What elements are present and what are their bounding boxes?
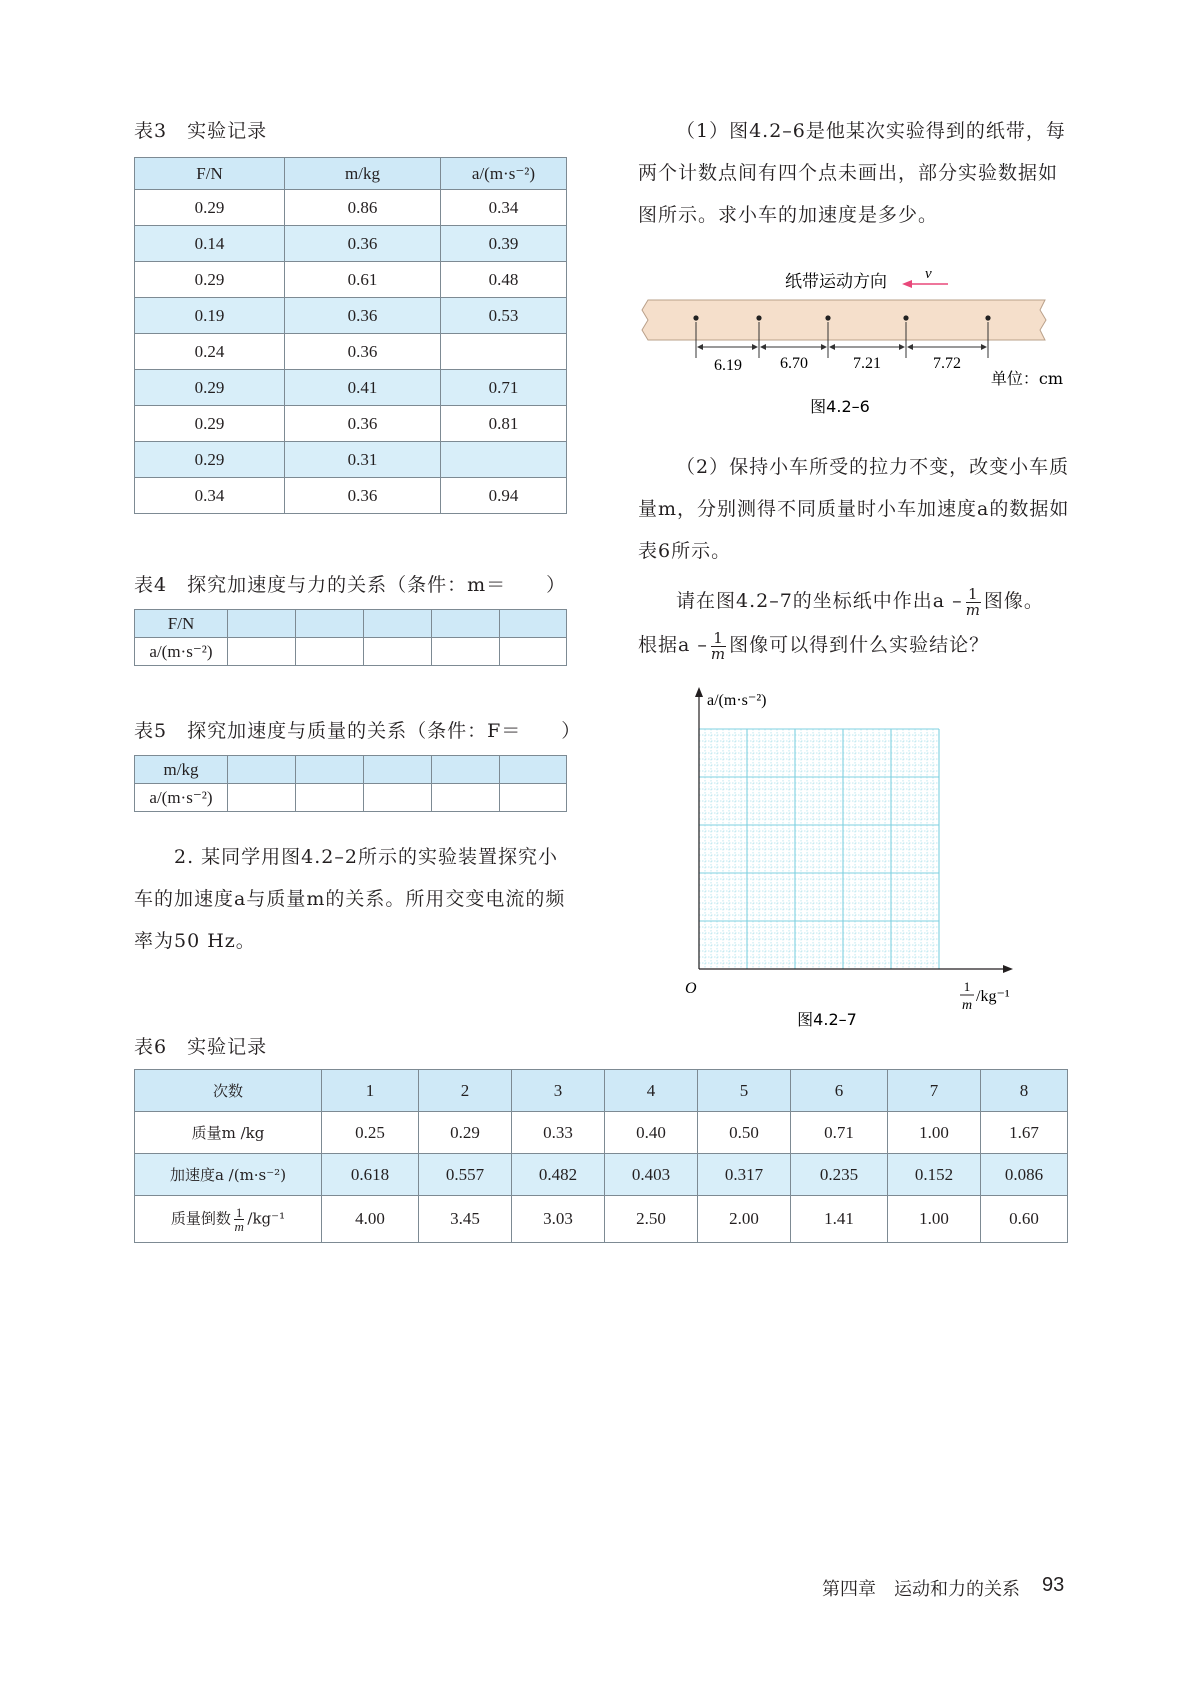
- part2b-line2: [638, 624, 989, 666]
- table4: [134, 609, 567, 666]
- table3: [134, 157, 567, 514]
- page-number: 93: [1042, 1574, 1065, 1596]
- graph-paper-grid: [699, 729, 939, 969]
- table6-col-header: 4: [605, 1070, 698, 1112]
- fraction-one-over-m: [965, 584, 981, 619]
- fraction-one-over-m: [234, 1206, 245, 1233]
- table-cell: 0.71: [441, 370, 567, 406]
- table3-header-f: F/N: [135, 158, 285, 190]
- table-cell: 0.36: [285, 226, 441, 262]
- part2b-text: 根据a –: [638, 634, 708, 656]
- table6-inverse-label: [135, 1196, 322, 1243]
- table-cell: [364, 784, 432, 812]
- origin-label: O: [685, 980, 697, 997]
- table-cell: [364, 610, 432, 638]
- paper-tape: [642, 300, 1046, 340]
- table-cell: 0.29: [135, 262, 285, 298]
- table-cell: [228, 610, 296, 638]
- table-cell: 0.34: [135, 478, 285, 514]
- table-cell: 0.618: [322, 1154, 419, 1196]
- table-cell: 1.00: [888, 1112, 981, 1154]
- part2-text: （2）保持小车所受的拉力不变，改变小车质量m，分别测得不同质量时小车加速度a的数据如表6所示。: [638, 456, 1070, 562]
- figure-4-2-6-caption: 图4.2–6: [810, 397, 870, 416]
- table-cell: 0.086: [981, 1154, 1068, 1196]
- table6-col-header: 6: [791, 1070, 888, 1112]
- table-cell: [432, 610, 500, 638]
- counting-point: [903, 315, 908, 320]
- part1-text: （1）图4.2–6是他某次实验得到的纸带，每两个计数点间有四个点未画出，部分实验数据如图所示。求小车的加速度是多少。: [638, 120, 1066, 226]
- table6-col-header: 7: [888, 1070, 981, 1112]
- table-cell: 0.29: [135, 406, 285, 442]
- table-cell: [500, 756, 567, 784]
- fraction-numerator: 1: [235, 1204, 243, 1220]
- table6-col-header: 1: [322, 1070, 419, 1112]
- table-cell: 0.36: [285, 298, 441, 334]
- x-axis: [699, 965, 1013, 973]
- counting-point: [756, 315, 761, 320]
- figure-4-2-7-caption: 图4.2–7: [797, 1010, 857, 1029]
- table-cell: 0.557: [419, 1154, 512, 1196]
- fraction-numerator: 1: [711, 631, 726, 647]
- table-cell: 0.31: [285, 442, 441, 478]
- table-cell: 0.19: [135, 298, 285, 334]
- table3-header-m: m/kg: [285, 158, 441, 190]
- counting-point: [693, 315, 698, 320]
- table6-header-label: 次数: [135, 1070, 322, 1112]
- table5-caption: 表5 探究加速度与质量的关系（条件：F＝ ）: [134, 720, 582, 742]
- table-cell: 0.25: [322, 1112, 419, 1154]
- unit-label: 单位：cm: [990, 369, 1063, 388]
- problem2-text: 2. 某同学用图4.2–2所示的实验装置探究小车的加速度a与质量m的关系。所用交变电流的频率为50 Hz。: [134, 846, 566, 952]
- table-cell: 0.39: [441, 226, 567, 262]
- table-cell: 0.86: [285, 190, 441, 226]
- part2b-line1: [676, 580, 1044, 622]
- velocity-label: v: [925, 266, 932, 282]
- table5: [134, 755, 567, 812]
- fraction-denominator: m: [234, 1218, 244, 1234]
- table-cell: 0.50: [698, 1112, 791, 1154]
- table-cell: 0.24: [135, 334, 285, 370]
- table-cell: 0.29: [135, 370, 285, 406]
- table-cell: 0.33: [512, 1112, 605, 1154]
- table-cell: [432, 638, 500, 666]
- table3-header-a: a/(m·s⁻²): [441, 158, 567, 190]
- tape-direction-label: 纸带运动方向: [785, 272, 887, 292]
- segment-length: 7.21: [853, 355, 881, 372]
- table-cell: 0.152: [888, 1154, 981, 1196]
- table-cell: 0.71: [791, 1112, 888, 1154]
- x-axis-fraction-numerator: 1: [963, 979, 971, 994]
- fraction-numerator: 1: [966, 587, 981, 603]
- table-cell: 0.81: [441, 406, 567, 442]
- table-cell: 0.61: [285, 262, 441, 298]
- table-cell: 0.29: [135, 442, 285, 478]
- segment-length: 6.70: [780, 355, 808, 372]
- table-cell: 0.36: [285, 478, 441, 514]
- table6-mass-label: 质量m /kg: [135, 1112, 322, 1154]
- table-cell: 4.00: [322, 1196, 419, 1243]
- table6: [134, 1069, 1068, 1243]
- table6-col-header: 8: [981, 1070, 1068, 1112]
- table-cell: 1.41: [791, 1196, 888, 1243]
- table-cell: [296, 756, 364, 784]
- table6-col-header: 3: [512, 1070, 605, 1112]
- table-cell: [296, 784, 364, 812]
- table-cell: [441, 442, 567, 478]
- table-cell: 0.482: [512, 1154, 605, 1196]
- table-cell: 0.40: [605, 1112, 698, 1154]
- table-cell: 0.34: [441, 190, 567, 226]
- table6-caption: 表6 实验记录: [134, 1036, 268, 1058]
- table-cell: 1.00: [888, 1196, 981, 1243]
- footer-chapter: 第四章 运动和力的关系: [822, 1579, 1020, 1600]
- table-cell: 2.50: [605, 1196, 698, 1243]
- x-axis-fraction-denominator: m: [961, 998, 973, 1013]
- table-cell: [432, 784, 500, 812]
- table-cell: [296, 638, 364, 666]
- table-cell: 0.235: [791, 1154, 888, 1196]
- table6-col-header: 5: [698, 1070, 791, 1112]
- table-cell: 0.94: [441, 478, 567, 514]
- table-cell: [500, 784, 567, 812]
- table-cell: 0.36: [285, 406, 441, 442]
- table4-row1-label: F/N: [135, 610, 228, 638]
- inverse-label-unit: /kg⁻¹: [247, 1209, 286, 1227]
- table-cell: 0.36: [285, 334, 441, 370]
- table-cell: [500, 638, 567, 666]
- fraction-one-over-m: [710, 628, 727, 663]
- segment-length: 6.19: [714, 357, 742, 374]
- table-cell: 3.45: [419, 1196, 512, 1243]
- table3-caption: 表3 实验记录: [134, 120, 268, 142]
- table-cell: [228, 756, 296, 784]
- table-cell: 0.41: [285, 370, 441, 406]
- table-cell: [228, 784, 296, 812]
- table4-caption: 表4 探究加速度与力的关系（条件：m＝ ）: [134, 574, 567, 596]
- figure-4-2-6: [640, 262, 1080, 422]
- table5-row2-label: a/(m·s⁻²): [135, 784, 228, 812]
- part2b-text: 图像可以得到什么实验结论？: [729, 634, 990, 656]
- table-cell: [364, 638, 432, 666]
- counting-point: [985, 315, 990, 320]
- table-cell: 0.60: [981, 1196, 1068, 1243]
- table-cell: 0.317: [698, 1154, 791, 1196]
- table-cell: 0.53: [441, 298, 567, 334]
- table-cell: 0.14: [135, 226, 285, 262]
- part2b-text: 图像。: [983, 590, 1044, 612]
- table-cell: 0.403: [605, 1154, 698, 1196]
- table-cell: [432, 756, 500, 784]
- table-cell: 0.48: [441, 262, 567, 298]
- table-cell: [500, 610, 567, 638]
- y-axis-label: a/(m·s⁻²): [707, 692, 767, 709]
- table4-row2-label: a/(m·s⁻²): [135, 638, 228, 666]
- table-cell: 2.00: [698, 1196, 791, 1243]
- table-cell: 0.29: [419, 1112, 512, 1154]
- table-cell: 3.03: [512, 1196, 605, 1243]
- table-cell: [228, 638, 296, 666]
- counting-point: [825, 315, 830, 320]
- table-cell: [441, 334, 567, 370]
- table-cell: [296, 610, 364, 638]
- figure-4-2-7: [675, 685, 1025, 1030]
- table6-col-header: 2: [419, 1070, 512, 1112]
- fraction-denominator: m: [965, 600, 981, 619]
- table-cell: [364, 756, 432, 784]
- table6-accel-label: 加速度a /(m·s⁻²): [135, 1154, 322, 1196]
- part2b-text: 请在图4.2–7的坐标纸中作出a –: [676, 590, 963, 612]
- x-axis-label: /kg⁻¹: [976, 988, 1010, 1005]
- table5-row1-label: m/kg: [135, 756, 228, 784]
- inverse-label-text: 质量倒数: [170, 1209, 231, 1227]
- segment-length: 7.72: [933, 355, 961, 372]
- table-cell: 0.29: [135, 190, 285, 226]
- table-cell: 1.67: [981, 1112, 1068, 1154]
- fraction-denominator: m: [710, 644, 727, 663]
